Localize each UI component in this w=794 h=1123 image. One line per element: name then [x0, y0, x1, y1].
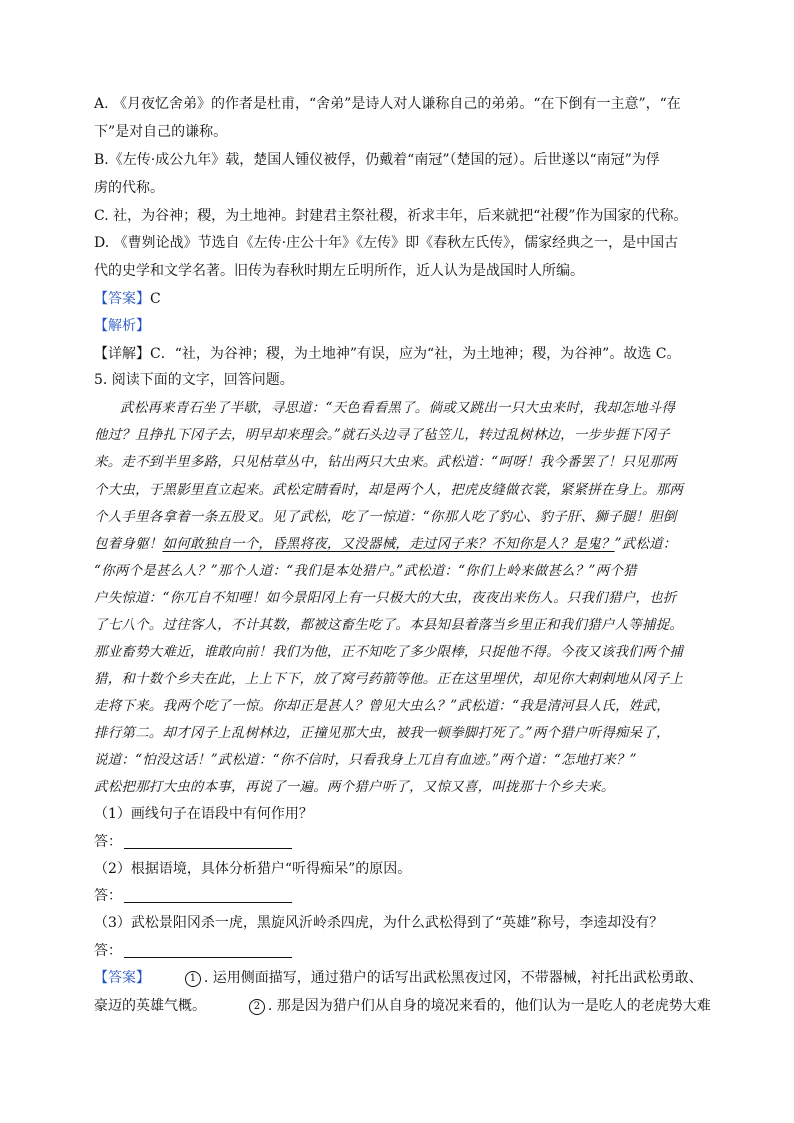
answer-line-1: [94, 832, 292, 852]
sub-question-2: （2）根据语境，具体分析猎户“听得痴呆”的原因。: [94, 861, 412, 877]
passage-line: 说道：“怕没这话！”武松道：“你不信时，只看我身上兀自有血迹。”两个道：“怎地打来？”: [94, 752, 637, 768]
q5-heading: 5. 阅读下面的文字，回答问题。: [94, 372, 294, 388]
option-b-line2: 虏的代称。: [94, 180, 164, 196]
passage-line: 他过？且挣扎下冈子去，明早却来理会。”就石头边寻了毡笠儿，转过乱树林边，一步步捱下冈子: [94, 427, 670, 443]
answer-text-2: . 那是因为猎户们从自身的境况来看的，他们认为一是吃人的老虎势大难: [267, 998, 711, 1014]
answer-label: 答：: [94, 834, 122, 850]
passage-line: 个大虫，于黑影里直立起来。武松定睛看时，却是两个人，把虎皮缝做衣裳，紧紧拼在身上。那两: [94, 482, 684, 498]
passage-line: 武松把那打大虫的本事，再说了一遍。两个猎户听了，又惊又喜，叫拢那十个乡夫来。: [94, 779, 615, 795]
circled-number-1: 1: [185, 971, 201, 987]
passage-line: 户失惊道：“你兀自不知哩！如今景阳冈上有一只极大的大虫，夜夜出来伤人。只我们猎户，也折: [94, 590, 677, 606]
passage-line: 来。走不到半里多路，只见枯草丛中，钻出两只大虫来。武松道：“呵呀！我今番罢了！只见那两: [94, 454, 677, 470]
option-b-line1: B.《左传·成公九年》载，楚国人锺仪被俘，仍戴着“南冠”（楚国的冠）。后世遂以“南冠”为俘: [94, 152, 660, 168]
sub-question-3: （3）武松景阳冈杀一虎，黑旋风沂岭杀四虎，为什么武松得到了“英雄”称号，李逵却没有？: [94, 915, 664, 931]
option-c-line1: C. 社，为谷神；稷，为土地神。封建君主祭社稷，祈求丰年，后来就把“社稷”作为国家的代称。: [94, 208, 688, 224]
q4-detail: [94, 344, 681, 364]
passage-line: 个人手里各拿着一条五股叉。见了武松，吃了一惊道：“你那人吃了豹心、豹子肝、狮子腿！胆倒: [94, 509, 677, 525]
option-a-line1: A. 《月夜忆舍弟》的作者是杜甫，“舍弟”是诗人对人谦称自己的弟弟。“在下倒有一主意”，“在: [94, 96, 681, 112]
passage-line: 排行第二。却才冈子上乱树林边，正撞见那大虫，被我一顿拳脚打死了。”两个猎户听得痴呆了，: [94, 725, 670, 741]
answer-tag: 【答案】: [94, 291, 150, 307]
q4-analysis: [94, 316, 150, 336]
answer-label: 答：: [94, 888, 122, 904]
option-d-line1: D. 《曹刿论战》节选自《左传·庄公十年》《左传》即《春秋左氏传》，儒家经典之一，是中国古: [94, 235, 679, 251]
answer-blank[interactable]: [124, 888, 292, 903]
answer-label: 答：: [94, 943, 122, 959]
answer-value: C: [150, 291, 161, 307]
answer-text-1: . 运用侧面描写，通过猎户的话写出武松黑夜过冈，不带器械，衬托出武松勇敢、: [203, 970, 703, 986]
underlined-sentence: 如何敢独自一个，昏黑将夜，又没器械，走过冈子来？不知你是人？是鬼？: [162, 536, 615, 552]
q5-answer-line2: [94, 996, 711, 1016]
circled-number-2: 2: [249, 999, 265, 1015]
detail-text: C．“社，为谷神；稷，为土地神”有误，应为“社，为土地神；稷，为谷神”。故选 C。: [150, 346, 681, 362]
q4-answer: [94, 289, 161, 309]
passage-line-underlined: [94, 534, 677, 554]
analysis-tag: 【解析】: [94, 318, 150, 334]
answer-blank[interactable]: [124, 834, 292, 849]
passage-line: 走将下来。我两个吃了一惊。你却正是甚人？曾见大虫么？”武松道：“我是清河县人氏，姓武，: [94, 698, 670, 714]
option-a-line2: 下”是对自己的谦称。: [94, 124, 228, 140]
passage-line: 猎，和十数个乡夫在此，上上下下，放了窝弓药箭等他。正在这里埋伏，却见你大剌剌地从冈子上: [94, 671, 684, 687]
passage-line: “你两个是甚么人？”那个人道：“我们是本处猎户。”武松道：“你们上岭来做甚么？”两个猎: [94, 563, 637, 579]
sub-question-1: （1）画线句子在语段中有何作用？: [94, 806, 313, 822]
q5-answer-line1: [94, 968, 703, 988]
passage-pre: 包着身躯！: [94, 536, 163, 552]
answer-blank[interactable]: [124, 943, 292, 958]
answer-line-2: [94, 886, 292, 906]
answer-text-1-cont: 豪迈的英雄气概。: [94, 998, 206, 1014]
option-d-line2: 代的史学和文学名著。旧传为春秋时期左丘明所作，近人认为是战国时人所编。: [94, 263, 584, 279]
answer-tag: 【答案】: [94, 970, 150, 986]
answer-line-3: [94, 941, 292, 961]
passage-line: 了七八个。过往客人，不计其数，都被这畜生吃了。本县知县着落当乡里正和我们猎户人等捕捉。: [94, 617, 684, 633]
detail-tag: 【详解】: [94, 346, 150, 362]
passage-post: ”武松道：: [614, 536, 677, 552]
passage-line: 那业畜势大难近，谁敢向前！我们为他，正不知吃了多少限棒，只捉他不得。今夜又该我们两个捕: [94, 644, 684, 660]
passage-line: 武松再来青石坐了半歇，寻思道：“天色看看黑了。倘或又跳出一只大虫来时，我却怎地斗得: [120, 400, 676, 416]
